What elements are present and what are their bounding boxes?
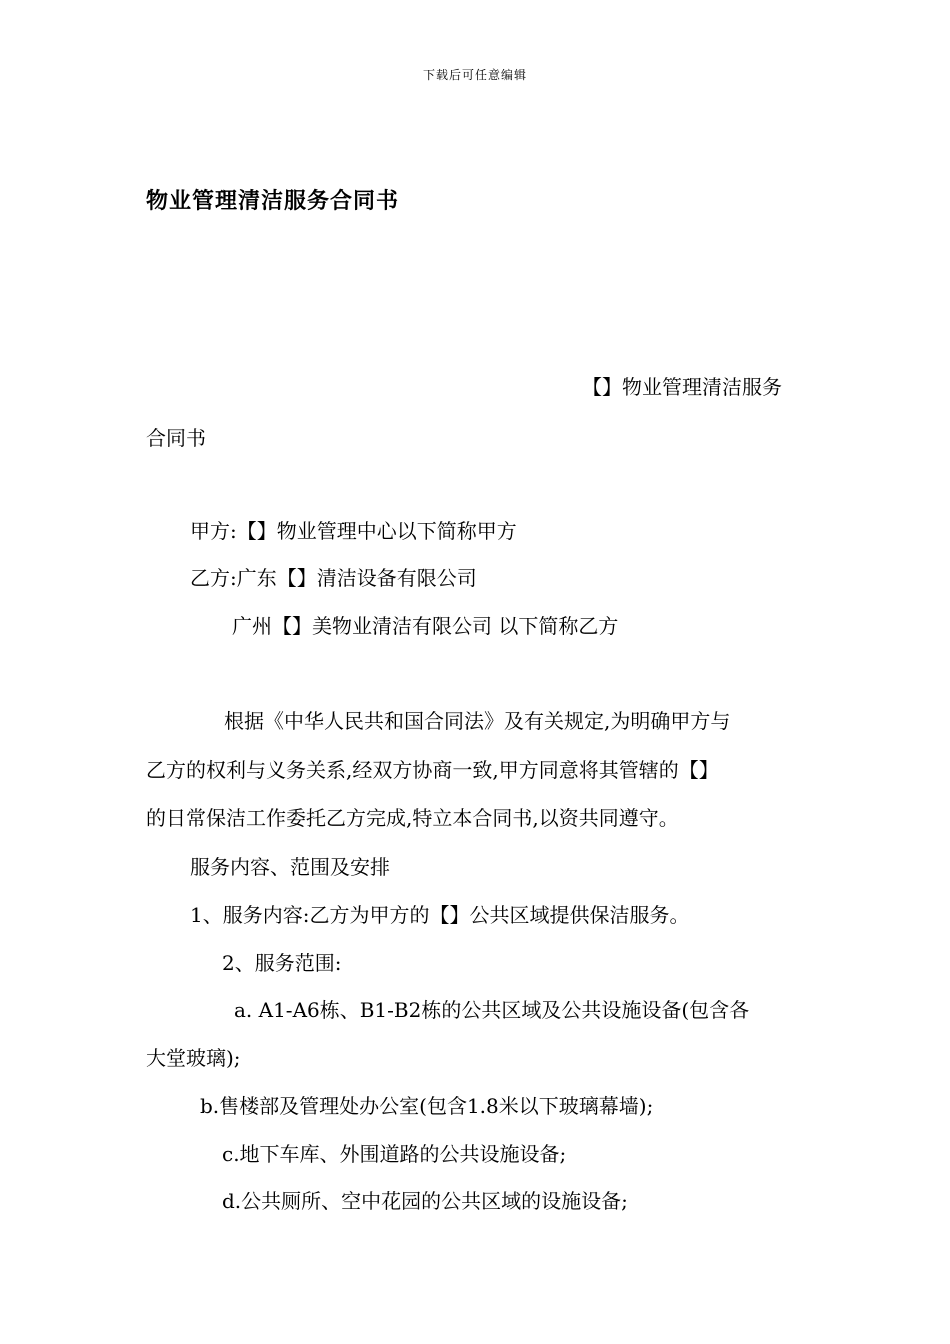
body-line: 乙方的权利与义务关系,经双方协商一致,甲方同意将其管辖的【】 (146, 758, 719, 782)
party-b-line-2: 广州【】美物业清洁有限公司 以下简称乙方 (232, 614, 619, 638)
body-line: 的日常保洁工作委托乙方完成,特立本合同书,以资共同遵守。 (146, 806, 679, 830)
list-item: c.地下车库、外围道路的公共设施设备; (222, 1142, 567, 1166)
list-item: 大堂玻璃); (146, 1046, 241, 1070)
body-line: 合同书 (146, 426, 206, 450)
list-item: b.售楼部及管理处办公室(包含1.8米以下玻璃幕墙); (200, 1094, 654, 1118)
body-line: 根据《中华人民共和国合同法》及有关规定,为明确甲方与 (224, 709, 731, 733)
body-line: 【】物业管理清洁服务 (582, 375, 782, 399)
section-heading: 服务内容、范围及安排 (190, 855, 390, 879)
document-title: 物业管理清洁服务合同书 (146, 189, 400, 214)
list-item: 2、服务范围: (222, 951, 342, 975)
header-note: 下载后可任意编辑 (422, 68, 527, 82)
list-item: 1、服务内容:乙方为甲方的【】公共区域提供保洁服务。 (190, 903, 690, 927)
list-item: d.公共厕所、空中花园的公共区域的设施设备; (222, 1189, 628, 1213)
list-item: a. A1-A6栋、B1-B2栋的公共区域及公共设施设备(包含各 (234, 998, 750, 1022)
party-a-line: 甲方:【】物业管理中心以下简称甲方 (190, 519, 517, 543)
party-b-line: 乙方:广东【】清洁设备有限公司 (190, 566, 477, 590)
